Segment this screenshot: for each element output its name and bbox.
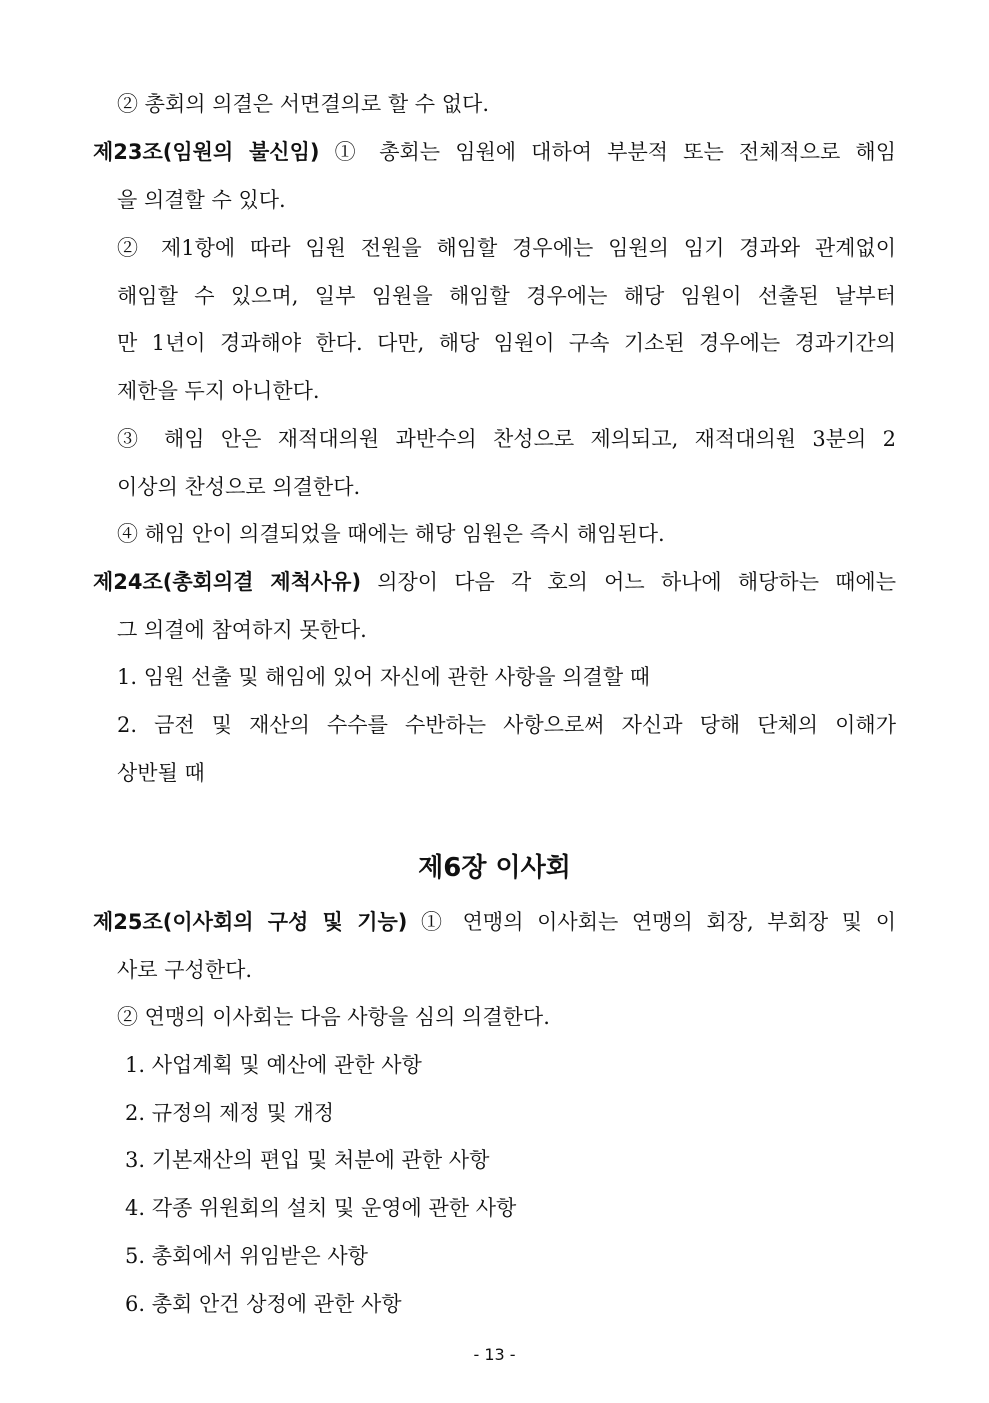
art24-heading: 제24조(총회의결 제척사유) [93,570,362,594]
art25-paragraph-1-text: ① 연맹의 이사회는 연맹의 회장, 부회장 및 이 [421,910,896,934]
art25-paragraph-2: ② 연맹의 이사회는 다음 사항을 심의 의결한다. [117,1005,550,1029]
chapter-title: 제6장 이사회 [418,853,571,883]
art25-list-item: 6. 총회 안건 상정에 관한 사항 [125,1292,402,1316]
art23-paragraph-3-line-2: 이상의 찬성으로 의결한다. [117,475,361,499]
art24-item-2-line-1: 2. 금전 및 재산의 수수를 수반하는 사항으로써 자신과 당해 단체의 이해가 [117,713,896,737]
art25-list-item: 2. 규정의 제정 및 개정 [125,1101,335,1125]
art23-line-1 [93,138,896,166]
page-number: - 13 - [473,1345,516,1364]
art23-paragraph-2-line-4: 제한을 두지 아니한다. [117,379,320,403]
art23-paragraph-4: ④ 해임 안이 의결되었을 때에는 해당 임원은 즉시 해임된다. [117,522,665,546]
art25-heading: 제25조(이사회의 구성 및 기능) [93,910,408,934]
art25-paragraph-1-cont: 사로 구성한다. [117,958,253,982]
art25-list-item: 3. 기본재산의 편입 및 처분에 관한 사항 [125,1148,490,1172]
art23-paragraph-2-line-2: 해임할 수 있으며, 일부 임원을 해임할 경우에는 해당 임원이 선출된 날부터 [117,284,896,308]
art23-paragraph-1-text: ① 총회는 임원에 대하여 부분적 또는 전체적으로 해임 [334,140,896,164]
art23-paragraph-1-cont: 을 의결할 수 있다. [117,188,286,212]
art25-list-item: 4. 각종 위원회의 설치 및 운영에 관한 사항 [125,1196,517,1220]
art23-paragraph-3-line-1: ③ 해임 안은 재적대의원 과반수의 찬성으로 제의되고, 재적대의원 3분의 2 [117,427,896,451]
art24-text: 의장이 다음 각 호의 어느 하나에 해당하는 때에는 [377,570,896,594]
art22-paragraph-2: ② 총회의 의결은 서면결의로 할 수 없다. [117,92,490,116]
art25-list-item: 5. 총회에서 위임받은 사항 [125,1244,368,1268]
art23-paragraph-2-line-1: ② 제1항에 따라 임원 전원을 해임할 경우에는 임원의 임기 경과와 관계없이 [117,236,896,260]
art25-line-1 [93,908,896,936]
art23-paragraph-2-line-3: 만 1년이 경과해야 한다. 다만, 해당 임원이 구속 기소된 경우에는 경과기간의 [117,331,896,355]
art25-list-item: 1. 사업계획 및 예산에 관한 사항 [125,1053,422,1077]
art24-item-1: 1. 임원 선출 및 해임에 있어 자신에 관한 사항을 의결할 때 [117,665,651,689]
art24-line-2: 그 의결에 참여하지 못한다. [117,618,367,642]
art24-item-2-line-2: 상반될 때 [117,761,205,785]
art24-line-1 [93,568,896,596]
art23-heading: 제23조(임원의 불신임) [93,140,320,164]
